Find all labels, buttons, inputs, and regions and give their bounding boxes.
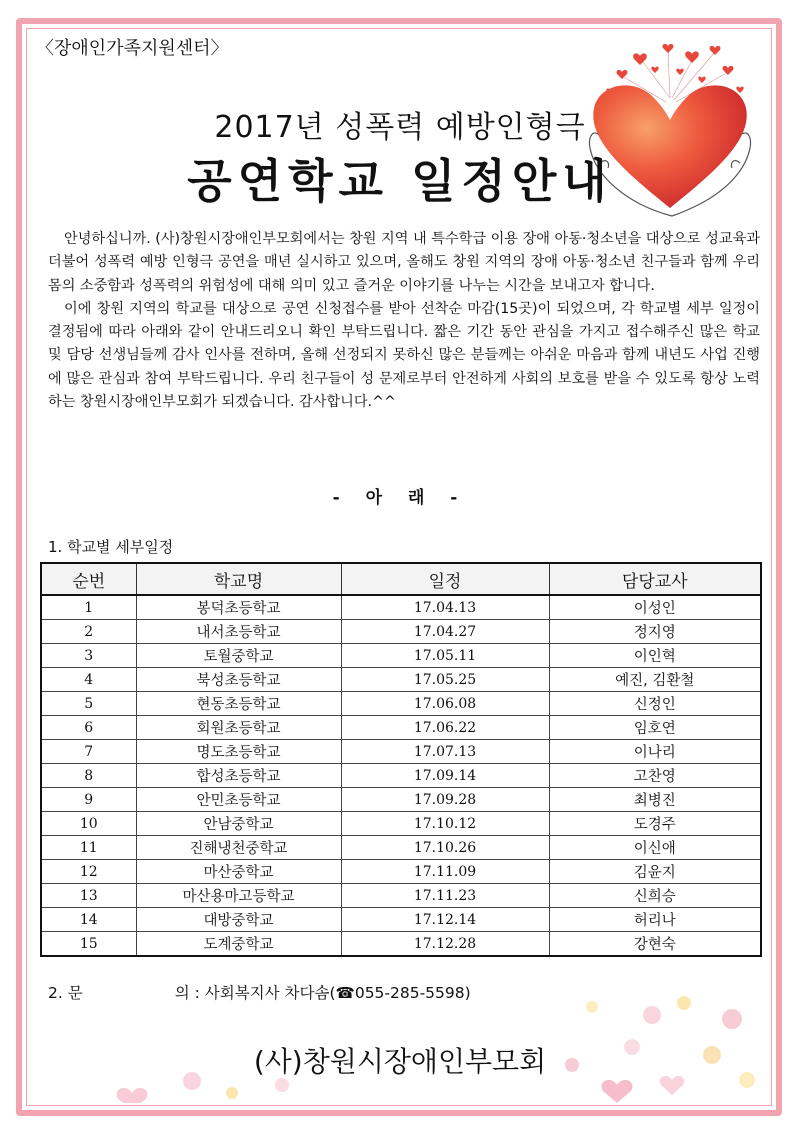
cell-date: 17.06.22 [341,716,549,740]
cell-date: 17.04.27 [341,620,549,644]
cell-date: 17.07.13 [341,740,549,764]
cell-school: 안남중학교 [136,812,341,836]
intro-paragraph-1: 안녕하십니까. (사)창원시장애인부모회에서는 창원 지역 내 특수학급 이용 장애 아동·청소년을 대상으로 성교육과 더불어 성폭력 예방 인형극 공연을 매년 실시하고 있으며, 올해도 창원 지역의 장애 아동·청소년 친구들과 함께 우리 몸의 소중함과 성폭력의 위험성에 대해 의미 있고 즐거운 이야기를 나누는 시간을 보내고자 합니다. [48,231,760,294]
table-row [41,860,761,884]
intro-body [48,228,760,414]
cell-teacher: 신희승 [549,884,761,908]
cell-school: 북성초등학교 [136,668,341,692]
table-row [41,692,761,716]
cell-teacher: 도경주 [549,812,761,836]
header-date: 일정 [341,563,549,595]
cell-teacher: 김윤지 [549,860,761,884]
cell-teacher: 고찬영 [549,764,761,788]
cell-school: 내서초등학교 [136,620,341,644]
cell-date: 17.10.12 [341,812,549,836]
table-header-row [41,563,761,595]
cell-teacher: 이성인 [549,595,761,620]
section1-title: 1. 학교별 세부일정 [48,538,174,556]
cell-no: 14 [41,908,136,932]
title-line2: 공연학교 일정안내 [187,154,613,208]
cell-teacher: 정지영 [549,620,761,644]
cell-date: 17.04.13 [341,595,549,620]
cell-teacher: 예진, 김환철 [549,668,761,692]
table-row [41,595,761,620]
cell-teacher: 신정인 [549,692,761,716]
table-row [41,884,761,908]
footer-org-name: (사)창원시장애인부모회 [253,1045,547,1078]
cell-date: 17.06.08 [341,692,549,716]
cell-no: 10 [41,812,136,836]
cell-no: 7 [41,740,136,764]
table-row [41,644,761,668]
table-row [41,764,761,788]
cell-no: 3 [41,644,136,668]
cell-no: 9 [41,788,136,812]
cell-teacher: 임호연 [549,716,761,740]
cell-school: 회원초등학교 [136,716,341,740]
cell-school: 토월중학교 [136,644,341,668]
cell-date: 17.10.26 [341,836,549,860]
contact-value: 사회복지사 차다솜(☎055-285-5598) [204,984,471,1002]
cell-no: 15 [41,932,136,957]
contact-line [48,981,471,1003]
cell-date: 17.11.23 [341,884,549,908]
cell-teacher: 이인혁 [549,644,761,668]
cell-school: 대방중학교 [136,908,341,932]
contact-label-end: 의 : [174,984,200,1002]
intro-paragraph-2: 이에 창원 지역의 학교를 대상으로 공연 신청접수를 받아 선착순 마감(15곳)이 되었으며, 각 학교별 세부 일정이 결정됨에 따라 아래와 같이 안내드리오니 확인 부탁드립니다. 짧은 기간 동안 관심을 가지고 접수해주신 많은 학교 및 담당 선생님들께 감사 인사를 전하며, 올해 선정되지 못하신 많은 분들께는 아쉬운 마음과 함께 내년도 사업 진행에 많은 관심과 참여 부탁드립니다. 우리 친구들이 성 문제로부터 안전하게 사회의 보호를 받을 수 있도록 항상 노력하는 창원시장애인부모회가 되겠습니다. 감사합니다.^^ [48,300,760,411]
table-row [41,620,761,644]
schedule-table [40,562,762,957]
cell-date: 17.11.09 [341,860,549,884]
cell-school: 명도초등학교 [136,740,341,764]
cell-date: 17.09.14 [341,764,549,788]
cell-no: 8 [41,764,136,788]
center-label: 〈장애인가족지원센터〉 [36,38,229,59]
cell-school: 마산중학교 [136,860,341,884]
cell-teacher: 이나리 [549,740,761,764]
cell-date: 17.05.25 [341,668,549,692]
contact-label-start: 2. 문 [48,984,83,1002]
cell-school: 봉덕초등학교 [136,595,341,620]
cell-no: 12 [41,860,136,884]
table-row [41,836,761,860]
table-row [41,716,761,740]
cell-date: 17.05.11 [341,644,549,668]
header-no: 순번 [41,563,136,595]
cell-school: 진해냉천중학교 [136,836,341,860]
header-school: 학교명 [136,563,341,595]
cell-date: 17.12.14 [341,908,549,932]
table-row [41,932,761,957]
cell-school: 도계중학교 [136,932,341,957]
cell-no: 6 [41,716,136,740]
cell-school: 현동초등학교 [136,692,341,716]
cell-teacher: 강현숙 [549,932,761,957]
cell-no: 2 [41,620,136,644]
cell-date: 17.09.28 [341,788,549,812]
table-row [41,740,761,764]
cell-no: 5 [41,692,136,716]
table-row [41,788,761,812]
table-row [41,812,761,836]
cell-teacher: 최병진 [549,788,761,812]
table-row [41,908,761,932]
cell-school: 마산용마고등학교 [136,884,341,908]
cell-teacher: 허리나 [549,908,761,932]
cell-no: 11 [41,836,136,860]
cell-school: 합성초등학교 [136,764,341,788]
notice-heading: - 아 래 - [332,488,468,508]
cell-no: 1 [41,595,136,620]
cell-no: 13 [41,884,136,908]
cell-date: 17.12.28 [341,932,549,957]
cell-no: 4 [41,668,136,692]
table-row [41,668,761,692]
cell-school: 안민초등학교 [136,788,341,812]
title-line1: 2017년 성폭력 예방인형극 [214,110,586,145]
cell-teacher: 이신애 [549,836,761,860]
header-teacher: 담당교사 [549,563,761,595]
